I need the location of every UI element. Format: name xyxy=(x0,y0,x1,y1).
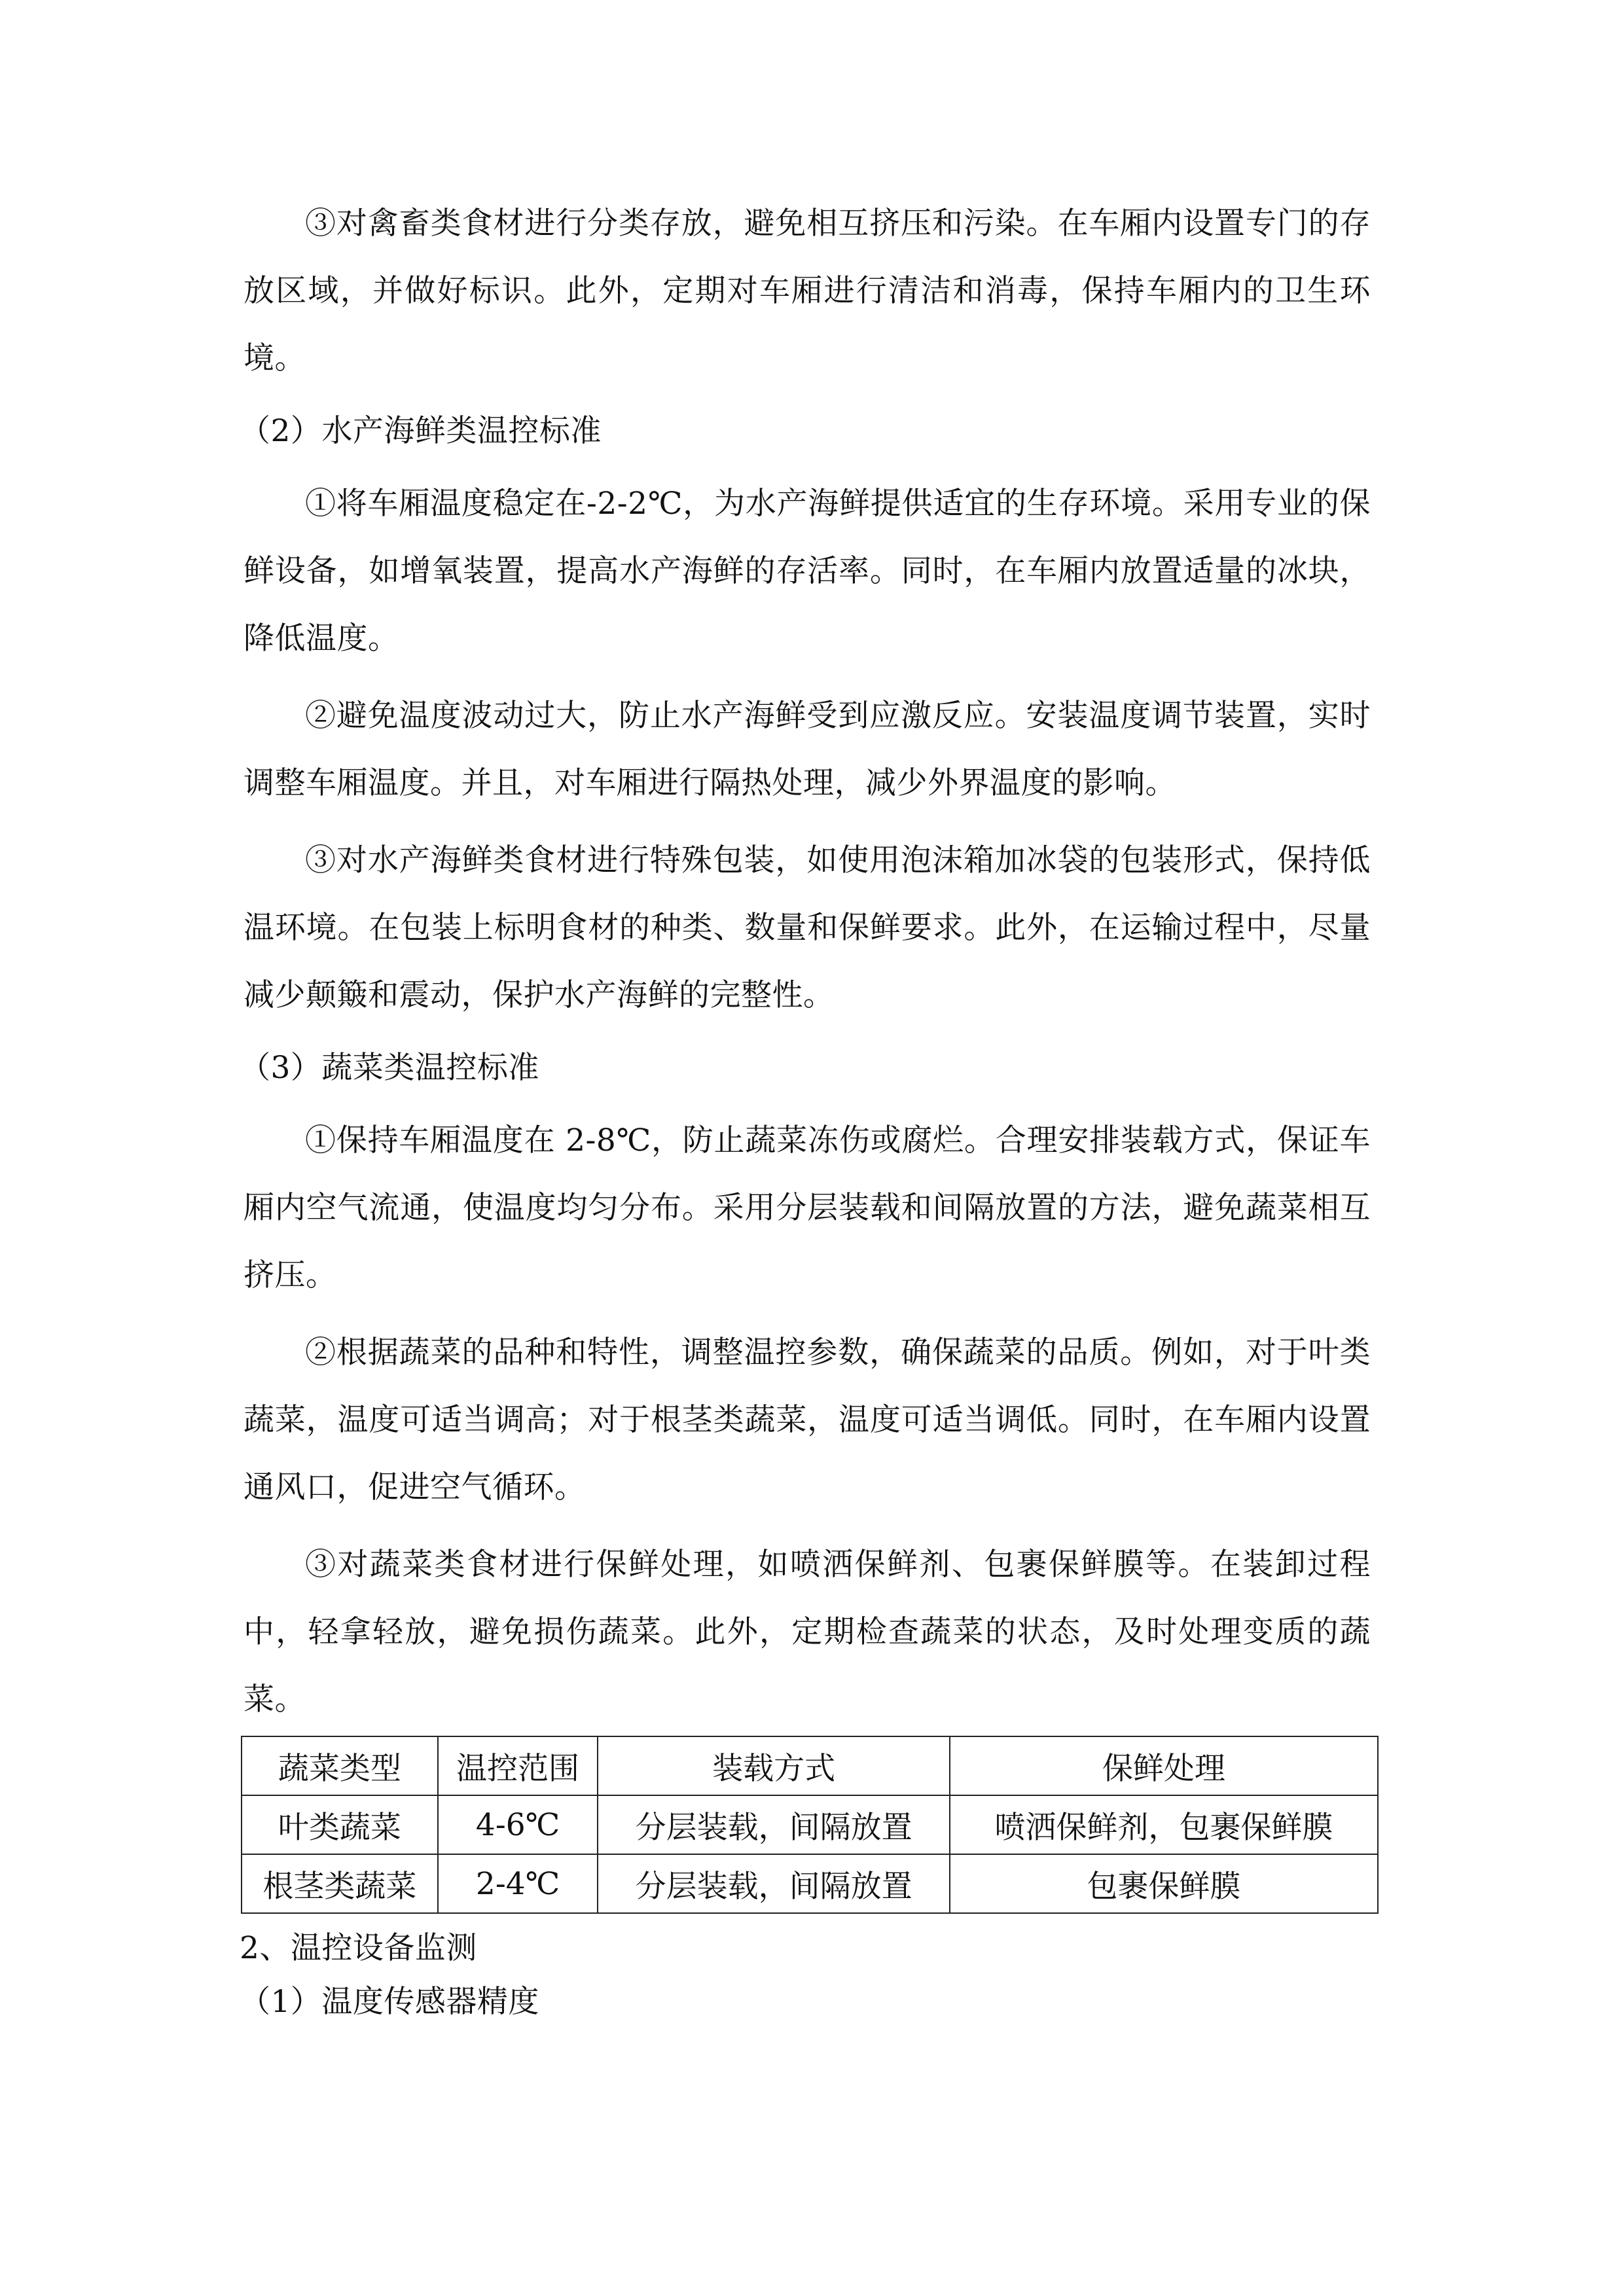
table-cell: 分层装载，间隔放置 xyxy=(598,1854,949,1913)
table-row xyxy=(242,1854,1378,1913)
heading-equipment-monitoring: 2、温控设备监测 xyxy=(240,1930,477,1966)
table-cell: 2-4℃ xyxy=(438,1854,598,1913)
table-header-cell: 蔬菜类型 xyxy=(242,1736,438,1795)
table-cell: 4-6℃ xyxy=(438,1795,598,1854)
table-header-cell: 保鲜处理 xyxy=(950,1736,1378,1795)
paragraph-seafood-2: ②避免温度波动过大，防止水产海鲜受到应激反应。安装温度调节装置，实时调整车厢温度。并且，对车厢进行隔热处理，减少外界温度的影响。 xyxy=(244,698,1371,801)
paragraph-vegetable-2: ②根据蔬菜的品种和特性，调整温控参数，确保蔬菜的品质。例如，对于叶类蔬菜，温度可适当调高；对于根茎类蔬菜，温度可适当调低。同时，在车厢内设置通风口，促进空气循环。 xyxy=(244,1335,1371,1505)
table-header-cell: 装载方式 xyxy=(598,1736,949,1795)
heading-vegetable-standard: （3）蔬菜类温控标准 xyxy=(240,1050,539,1086)
paragraph-vegetable-1: ①保持车厢温度在 2-8℃，防止蔬菜冻伤或腐烂。合理安排装载方式，保证车厢内空气流通，使温度均匀分布。采用分层装载和间隔放置的方法，避免蔬菜相互挤压。 xyxy=(244,1122,1371,1293)
table-header-cell: 温控范围 xyxy=(438,1736,598,1795)
table-cell: 分层装载，间隔放置 xyxy=(598,1795,949,1854)
heading-sensor-precision: （1）温度传感器精度 xyxy=(240,1984,539,2020)
paragraph-vegetable-3: ③对蔬菜类食材进行保鲜处理，如喷洒保鲜剂、包裹保鲜膜等。在装卸过程中，轻拿轻放，避免损伤蔬菜。此外，定期检查蔬菜的状态，及时处理变质的蔬菜。 xyxy=(244,1547,1371,1717)
table-cell: 叶类蔬菜 xyxy=(242,1795,438,1854)
heading-seafood-standard: （2）水产海鲜类温控标准 xyxy=(240,413,602,449)
table-cell: 包裹保鲜膜 xyxy=(950,1854,1378,1913)
paragraph-seafood-3: ③对水产海鲜类食材进行特殊包装，如使用泡沫箱加冰袋的包装形式，保持低温环境。在包装上标明食材的种类、数量和保鲜要求。此外，在运输过程中，尽量减少颠簸和震动，保护水产海鲜的完整性。 xyxy=(244,842,1371,1013)
vegetable-table xyxy=(241,1736,1379,1914)
table-cell: 喷洒保鲜剂，包裹保鲜膜 xyxy=(950,1795,1378,1854)
document-page xyxy=(240,190,1371,2029)
table-header-row xyxy=(242,1736,1378,1795)
paragraph-livestock-3: ③对禽畜类食材进行分类存放，避免相互挤压和污染。在车厢内设置专门的存放区域，并做好标识。此外，定期对车厢进行清洁和消毒，保持车厢内的卫生环境。 xyxy=(244,206,1371,376)
paragraph-seafood-1: ①将车厢温度稳定在-2-2℃，为水产海鲜提供适宜的生存环境。采用专业的保鲜设备，如增氧装置，提高水产海鲜的存活率。同时，在车厢内放置适量的冰块，降低温度。 xyxy=(244,486,1371,656)
table-cell: 根茎类蔬菜 xyxy=(242,1854,438,1913)
table-row xyxy=(242,1795,1378,1854)
